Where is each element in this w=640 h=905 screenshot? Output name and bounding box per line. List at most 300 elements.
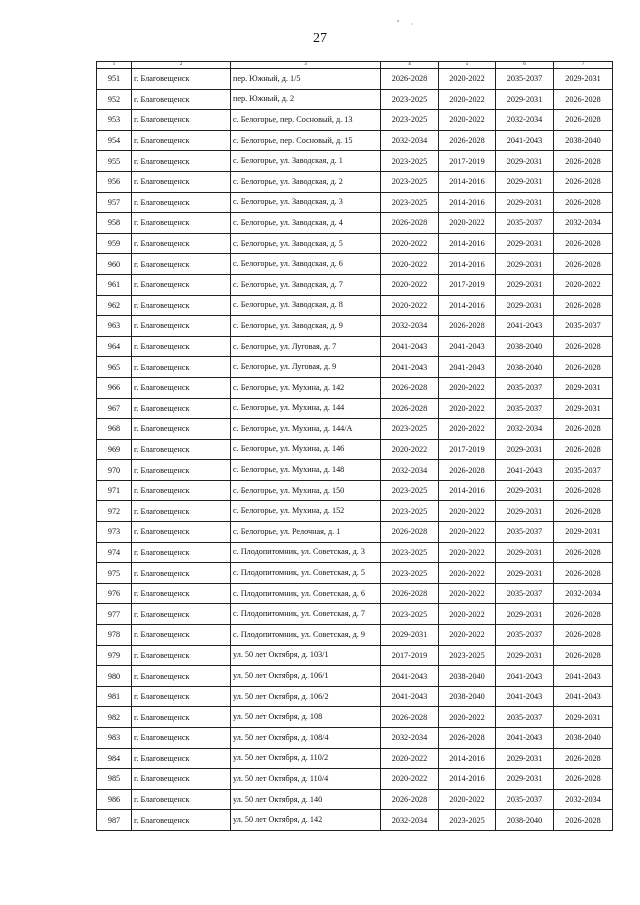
period-col-5: 2017-2019 bbox=[439, 439, 496, 460]
period-col-7: 2026-2028 bbox=[554, 419, 613, 440]
period-col-4: 2041-2043 bbox=[381, 686, 439, 707]
row-number: 986 bbox=[97, 789, 132, 810]
period-col-5: 2014-2016 bbox=[439, 171, 496, 192]
period-col-5: 2020-2022 bbox=[439, 377, 496, 398]
table-row bbox=[97, 666, 613, 687]
period-col-7: 2032-2034 bbox=[554, 789, 613, 810]
city-name: г. Благовещенск bbox=[132, 130, 231, 151]
address: с. Белогорье, ул. Луговая, д. 7 bbox=[231, 336, 381, 357]
period-col-6: 2035-2037 bbox=[496, 69, 554, 90]
row-number: 970 bbox=[97, 460, 132, 481]
table-row bbox=[97, 233, 613, 254]
period-col-4: 2020-2022 bbox=[381, 439, 439, 460]
period-col-6: 2041-2043 bbox=[496, 666, 554, 687]
period-col-5: 2020-2022 bbox=[439, 398, 496, 419]
column-number-4: 4 bbox=[381, 62, 439, 69]
period-col-4: 2041-2043 bbox=[381, 666, 439, 687]
period-col-4: 2026-2028 bbox=[381, 398, 439, 419]
city-name: г. Благовещенск bbox=[132, 295, 231, 316]
period-col-6: 2029-2031 bbox=[496, 542, 554, 563]
address: с. Плодопитомник, ул. Советская, д. 5 bbox=[231, 563, 381, 584]
period-col-4: 2041-2043 bbox=[381, 336, 439, 357]
period-col-6: 2029-2031 bbox=[496, 233, 554, 254]
period-col-6: 2038-2040 bbox=[496, 357, 554, 378]
period-col-7: 2026-2028 bbox=[554, 336, 613, 357]
period-col-5: 2041-2043 bbox=[439, 336, 496, 357]
row-number: 957 bbox=[97, 192, 132, 213]
table-row bbox=[97, 110, 613, 131]
period-col-4: 2020-2022 bbox=[381, 233, 439, 254]
table-row bbox=[97, 336, 613, 357]
period-col-5: 2014-2016 bbox=[439, 769, 496, 790]
period-col-6: 2041-2043 bbox=[496, 728, 554, 749]
period-col-7: 2032-2034 bbox=[554, 213, 613, 234]
table-row bbox=[97, 769, 613, 790]
table-row bbox=[97, 377, 613, 398]
period-col-6: 2029-2031 bbox=[496, 254, 554, 275]
address: с. Плодопитомник, ул. Советская, д. 6 bbox=[231, 583, 381, 604]
address: пер. Южный, д. 1/5 bbox=[231, 69, 381, 90]
period-col-4: 2032-2034 bbox=[381, 316, 439, 337]
address: ул. 50 лет Октября, д. 110/4 bbox=[231, 769, 381, 790]
table-row bbox=[97, 398, 613, 419]
period-col-6: 2041-2043 bbox=[496, 686, 554, 707]
period-col-7: 2026-2028 bbox=[554, 542, 613, 563]
table-row bbox=[97, 192, 613, 213]
table-row bbox=[97, 419, 613, 440]
row-number: 987 bbox=[97, 810, 132, 831]
period-col-6: 2029-2031 bbox=[496, 563, 554, 584]
row-number: 959 bbox=[97, 233, 132, 254]
column-number-6: 6 bbox=[496, 62, 554, 69]
address: с. Белогорье, пер. Сосновый, д. 15 bbox=[231, 130, 381, 151]
period-col-7: 2032-2034 bbox=[554, 583, 613, 604]
period-col-6: 2035-2037 bbox=[496, 583, 554, 604]
row-number: 973 bbox=[97, 522, 132, 543]
table-row bbox=[97, 460, 613, 481]
address: с. Белогорье, ул. Заводская, д. 1 bbox=[231, 151, 381, 172]
period-col-6: 2032-2034 bbox=[496, 110, 554, 131]
column-number-5: 5 bbox=[439, 62, 496, 69]
address: с. Белогорье, ул. Заводская, д. 7 bbox=[231, 274, 381, 295]
period-col-6: 2029-2031 bbox=[496, 501, 554, 522]
period-col-4: 2026-2028 bbox=[381, 583, 439, 604]
period-col-4: 2032-2034 bbox=[381, 810, 439, 831]
address: ул. 50 лет Октября, д. 140 bbox=[231, 789, 381, 810]
period-col-5: 2017-2019 bbox=[439, 274, 496, 295]
city-name: г. Благовещенск bbox=[132, 439, 231, 460]
city-name: г. Благовещенск bbox=[132, 810, 231, 831]
column-number-1: 1 bbox=[97, 62, 132, 69]
row-number: 962 bbox=[97, 295, 132, 316]
table-row bbox=[97, 213, 613, 234]
city-name: г. Благовещенск bbox=[132, 357, 231, 378]
address: ул. 50 лет Октября, д. 106/2 bbox=[231, 686, 381, 707]
period-col-6: 2029-2031 bbox=[496, 89, 554, 110]
address: с. Белогорье, ул. Мухина, д. 146 bbox=[231, 439, 381, 460]
table-row bbox=[97, 171, 613, 192]
city-name: г. Благовещенск bbox=[132, 151, 231, 172]
address: с. Плодопитомник, ул. Советская, д. 7 bbox=[231, 604, 381, 625]
period-col-6: 2035-2037 bbox=[496, 789, 554, 810]
city-name: г. Благовещенск bbox=[132, 110, 231, 131]
city-name: г. Благовещенск bbox=[132, 233, 231, 254]
city-name: г. Благовещенск bbox=[132, 789, 231, 810]
row-number: 972 bbox=[97, 501, 132, 522]
column-number-7: 7 bbox=[554, 62, 613, 69]
period-col-5: 2014-2016 bbox=[439, 233, 496, 254]
period-col-4: 2020-2022 bbox=[381, 769, 439, 790]
period-col-4: 2023-2025 bbox=[381, 563, 439, 584]
period-col-5: 2023-2025 bbox=[439, 810, 496, 831]
table-row bbox=[97, 274, 613, 295]
table-row bbox=[97, 316, 613, 337]
table-row bbox=[97, 604, 613, 625]
city-name: г. Благовещенск bbox=[132, 748, 231, 769]
row-number: 981 bbox=[97, 686, 132, 707]
housing-repair-schedule-table bbox=[96, 61, 613, 831]
address: с. Белогорье, ул. Заводская, д. 8 bbox=[231, 295, 381, 316]
row-number: 975 bbox=[97, 563, 132, 584]
address: с. Белогорье, ул. Мухина, д. 150 bbox=[231, 480, 381, 501]
period-col-4: 2020-2022 bbox=[381, 254, 439, 275]
period-col-5: 2020-2022 bbox=[439, 707, 496, 728]
period-col-7: 2026-2028 bbox=[554, 810, 613, 831]
period-col-4: 2026-2028 bbox=[381, 213, 439, 234]
row-number: 980 bbox=[97, 666, 132, 687]
row-number: 978 bbox=[97, 625, 132, 646]
period-col-7: 2026-2028 bbox=[554, 439, 613, 460]
city-name: г. Благовещенск bbox=[132, 522, 231, 543]
row-number: 966 bbox=[97, 377, 132, 398]
row-number: 951 bbox=[97, 69, 132, 90]
address: с. Белогорье, ул. Мухина, д. 144/А bbox=[231, 419, 381, 440]
period-col-6: 2035-2037 bbox=[496, 377, 554, 398]
period-col-6: 2029-2031 bbox=[496, 151, 554, 172]
period-col-6: 2029-2031 bbox=[496, 748, 554, 769]
row-number: 985 bbox=[97, 769, 132, 790]
period-col-7: 2026-2028 bbox=[554, 604, 613, 625]
table-header bbox=[97, 62, 613, 69]
address: пер. Южный, д. 2 bbox=[231, 89, 381, 110]
row-number: 952 bbox=[97, 89, 132, 110]
period-col-7: 2035-2037 bbox=[554, 460, 613, 481]
row-number: 954 bbox=[97, 130, 132, 151]
row-number: 965 bbox=[97, 357, 132, 378]
period-col-7: 2026-2028 bbox=[554, 89, 613, 110]
table-row bbox=[97, 130, 613, 151]
period-col-4: 2023-2025 bbox=[381, 192, 439, 213]
city-name: г. Благовещенск bbox=[132, 336, 231, 357]
period-col-5: 2014-2016 bbox=[439, 480, 496, 501]
period-col-4: 2032-2034 bbox=[381, 460, 439, 481]
city-name: г. Благовещенск bbox=[132, 501, 231, 522]
period-col-6: 2035-2037 bbox=[496, 522, 554, 543]
period-col-4: 2041-2043 bbox=[381, 357, 439, 378]
period-col-7: 2026-2028 bbox=[554, 480, 613, 501]
period-col-4: 2032-2034 bbox=[381, 130, 439, 151]
period-col-6: 2041-2043 bbox=[496, 130, 554, 151]
period-col-4: 2017-2019 bbox=[381, 645, 439, 666]
row-number: 956 bbox=[97, 171, 132, 192]
row-number: 983 bbox=[97, 728, 132, 749]
row-number: 961 bbox=[97, 274, 132, 295]
period-col-4: 2023-2025 bbox=[381, 604, 439, 625]
city-name: г. Благовещенск bbox=[132, 89, 231, 110]
period-col-7: 2026-2028 bbox=[554, 645, 613, 666]
period-col-5: 2014-2016 bbox=[439, 254, 496, 275]
period-col-5: 2026-2028 bbox=[439, 130, 496, 151]
period-col-4: 2026-2028 bbox=[381, 707, 439, 728]
city-name: г. Благовещенск bbox=[132, 542, 231, 563]
address: с. Белогорье, ул. Мухина, д. 148 bbox=[231, 460, 381, 481]
period-col-7: 2029-2031 bbox=[554, 377, 613, 398]
period-col-7: 2026-2028 bbox=[554, 501, 613, 522]
period-col-7: 2026-2028 bbox=[554, 151, 613, 172]
period-col-5: 2014-2016 bbox=[439, 192, 496, 213]
period-col-5: 2020-2022 bbox=[439, 89, 496, 110]
period-col-4: 2023-2025 bbox=[381, 501, 439, 522]
period-col-5: 2020-2022 bbox=[439, 542, 496, 563]
period-col-7: 2026-2028 bbox=[554, 295, 613, 316]
table-row bbox=[97, 583, 613, 604]
period-col-4: 2032-2034 bbox=[381, 728, 439, 749]
period-col-5: 2020-2022 bbox=[439, 501, 496, 522]
period-col-6: 2035-2037 bbox=[496, 213, 554, 234]
table-row bbox=[97, 357, 613, 378]
period-col-4: 2023-2025 bbox=[381, 110, 439, 131]
table-row bbox=[97, 295, 613, 316]
city-name: г. Благовещенск bbox=[132, 192, 231, 213]
period-col-6: 2029-2031 bbox=[496, 295, 554, 316]
address: с. Белогорье, ул. Заводская, д. 9 bbox=[231, 316, 381, 337]
period-col-5: 2026-2028 bbox=[439, 728, 496, 749]
period-col-7: 2026-2028 bbox=[554, 171, 613, 192]
period-col-5: 2026-2028 bbox=[439, 460, 496, 481]
city-name: г. Благовещенск bbox=[132, 563, 231, 584]
address: с. Белогорье, ул. Мухина, д. 142 bbox=[231, 377, 381, 398]
city-name: г. Благовещенск bbox=[132, 728, 231, 749]
address: ул. 50 лет Октября, д. 106/1 bbox=[231, 666, 381, 687]
period-col-4: 2023-2025 bbox=[381, 419, 439, 440]
city-name: г. Благовещенск bbox=[132, 707, 231, 728]
row-number: 969 bbox=[97, 439, 132, 460]
row-number: 984 bbox=[97, 748, 132, 769]
period-col-5: 2020-2022 bbox=[439, 110, 496, 131]
period-col-4: 2020-2022 bbox=[381, 274, 439, 295]
period-col-6: 2029-2031 bbox=[496, 171, 554, 192]
period-col-6: 2029-2031 bbox=[496, 274, 554, 295]
period-col-7: 2026-2028 bbox=[554, 357, 613, 378]
row-number: 953 bbox=[97, 110, 132, 131]
period-col-6: 2035-2037 bbox=[496, 398, 554, 419]
city-name: г. Благовещенск bbox=[132, 377, 231, 398]
period-col-6: 2038-2040 bbox=[496, 810, 554, 831]
period-col-5: 2020-2022 bbox=[439, 69, 496, 90]
table-row bbox=[97, 563, 613, 584]
address: ул. 50 лет Октября, д. 108 bbox=[231, 707, 381, 728]
period-col-4: 2023-2025 bbox=[381, 542, 439, 563]
period-col-4: 2020-2022 bbox=[381, 295, 439, 316]
period-col-7: 2026-2028 bbox=[554, 233, 613, 254]
period-col-6: 2029-2031 bbox=[496, 645, 554, 666]
table-row bbox=[97, 69, 613, 90]
address: с. Белогорье, ул. Заводская, д. 4 bbox=[231, 213, 381, 234]
city-name: г. Благовещенск bbox=[132, 398, 231, 419]
period-col-7: 2035-2037 bbox=[554, 316, 613, 337]
row-number: 976 bbox=[97, 583, 132, 604]
period-col-4: 2023-2025 bbox=[381, 89, 439, 110]
table-row bbox=[97, 686, 613, 707]
period-col-7: 2026-2028 bbox=[554, 254, 613, 275]
city-name: г. Благовещенск bbox=[132, 666, 231, 687]
period-col-5: 2041-2043 bbox=[439, 357, 496, 378]
city-name: г. Благовещенск bbox=[132, 460, 231, 481]
table-row bbox=[97, 810, 613, 831]
city-name: г. Благовещенск bbox=[132, 769, 231, 790]
period-col-4: 2026-2028 bbox=[381, 789, 439, 810]
period-col-7: 2041-2043 bbox=[554, 686, 613, 707]
address: с. Белогорье, ул. Заводская, д. 5 bbox=[231, 233, 381, 254]
row-number: 964 bbox=[97, 336, 132, 357]
address: с. Белогорье, ул. Мухина, д. 152 bbox=[231, 501, 381, 522]
period-col-7: 2038-2040 bbox=[554, 130, 613, 151]
period-col-4: 2023-2025 bbox=[381, 171, 439, 192]
period-col-6: 2029-2031 bbox=[496, 769, 554, 790]
table-row bbox=[97, 501, 613, 522]
address: с. Белогорье, пер. Сосновый, д. 13 bbox=[231, 110, 381, 131]
table-row bbox=[97, 789, 613, 810]
period-col-7: 2029-2031 bbox=[554, 707, 613, 728]
period-col-5: 2020-2022 bbox=[439, 213, 496, 234]
row-number: 963 bbox=[97, 316, 132, 337]
address: с. Плодопитомник, ул. Советская, д. 9 bbox=[231, 625, 381, 646]
table-row bbox=[97, 439, 613, 460]
table-row bbox=[97, 542, 613, 563]
city-name: г. Благовещенск bbox=[132, 274, 231, 295]
table-row bbox=[97, 151, 613, 172]
period-col-7: 2029-2031 bbox=[554, 522, 613, 543]
period-col-7: 2026-2028 bbox=[554, 192, 613, 213]
row-number: 968 bbox=[97, 419, 132, 440]
period-col-7: 2038-2040 bbox=[554, 728, 613, 749]
period-col-5: 2020-2022 bbox=[439, 563, 496, 584]
period-col-4: 2023-2025 bbox=[381, 151, 439, 172]
period-col-4: 2023-2025 bbox=[381, 480, 439, 501]
table-row bbox=[97, 728, 613, 749]
row-number: 974 bbox=[97, 542, 132, 563]
table-body bbox=[97, 69, 613, 831]
table-row bbox=[97, 254, 613, 275]
column-number-row bbox=[97, 62, 613, 69]
period-col-6: 2038-2040 bbox=[496, 336, 554, 357]
period-col-4: 2020-2022 bbox=[381, 748, 439, 769]
period-col-6: 2029-2031 bbox=[496, 480, 554, 501]
period-col-6: 2041-2043 bbox=[496, 316, 554, 337]
city-name: г. Благовещенск bbox=[132, 69, 231, 90]
period-col-4: 2026-2028 bbox=[381, 522, 439, 543]
period-col-6: 2041-2043 bbox=[496, 460, 554, 481]
period-col-5: 2038-2040 bbox=[439, 666, 496, 687]
period-col-5: 2020-2022 bbox=[439, 604, 496, 625]
address: ул. 50 лет Октября, д. 110/2 bbox=[231, 748, 381, 769]
period-col-5: 2038-2040 bbox=[439, 686, 496, 707]
period-col-4: 2029-2031 bbox=[381, 625, 439, 646]
column-number-2: 2 bbox=[132, 62, 231, 69]
period-col-7: 2029-2031 bbox=[554, 69, 613, 90]
address: с. Белогорье, ул. Релочная, д. 1 bbox=[231, 522, 381, 543]
row-number: 977 bbox=[97, 604, 132, 625]
period-col-5: 2017-2019 bbox=[439, 151, 496, 172]
period-col-5: 2026-2028 bbox=[439, 316, 496, 337]
period-col-7: 2026-2028 bbox=[554, 769, 613, 790]
period-col-5: 2020-2022 bbox=[439, 583, 496, 604]
city-name: г. Благовещенск bbox=[132, 625, 231, 646]
period-col-7: 2026-2028 bbox=[554, 625, 613, 646]
address: с. Белогорье, ул. Заводская, д. 2 bbox=[231, 171, 381, 192]
period-col-7: 2026-2028 bbox=[554, 110, 613, 131]
table-row bbox=[97, 645, 613, 666]
city-name: г. Благовещенск bbox=[132, 171, 231, 192]
scan-specks bbox=[0, 0, 640, 60]
row-number: 979 bbox=[97, 645, 132, 666]
period-col-6: 2029-2031 bbox=[496, 192, 554, 213]
row-number: 967 bbox=[97, 398, 132, 419]
city-name: г. Благовещенск bbox=[132, 419, 231, 440]
address: с. Плодопитомник, ул. Советская, д. 3 bbox=[231, 542, 381, 563]
table-row bbox=[97, 480, 613, 501]
address: с. Белогорье, ул. Луговая, д. 9 bbox=[231, 357, 381, 378]
period-col-5: 2020-2022 bbox=[439, 625, 496, 646]
city-name: г. Благовещенск bbox=[132, 583, 231, 604]
table-row bbox=[97, 625, 613, 646]
city-name: г. Благовещенск bbox=[132, 213, 231, 234]
period-col-7: 2020-2022 bbox=[554, 274, 613, 295]
period-col-4: 2026-2028 bbox=[381, 69, 439, 90]
period-col-7: 2026-2028 bbox=[554, 563, 613, 584]
city-name: г. Благовещенск bbox=[132, 316, 231, 337]
row-number: 971 bbox=[97, 480, 132, 501]
address: с. Белогорье, ул. Мухина, д. 144 bbox=[231, 398, 381, 419]
period-col-6: 2035-2037 bbox=[496, 707, 554, 728]
row-number: 982 bbox=[97, 707, 132, 728]
address: ул. 50 лет Октября, д. 142 bbox=[231, 810, 381, 831]
period-col-5: 2023-2025 bbox=[439, 645, 496, 666]
period-col-6: 2032-2034 bbox=[496, 419, 554, 440]
city-name: г. Благовещенск bbox=[132, 645, 231, 666]
table-row bbox=[97, 522, 613, 543]
period-col-5: 2020-2022 bbox=[439, 789, 496, 810]
address: ул. 50 лет Октября, д. 103/1 bbox=[231, 645, 381, 666]
period-col-5: 2020-2022 bbox=[439, 419, 496, 440]
city-name: г. Благовещенск bbox=[132, 604, 231, 625]
row-number: 958 bbox=[97, 213, 132, 234]
column-number-3: 3 bbox=[231, 62, 381, 69]
page-number: 27 bbox=[313, 31, 327, 46]
period-col-5: 2020-2022 bbox=[439, 522, 496, 543]
period-col-7: 2029-2031 bbox=[554, 398, 613, 419]
period-col-7: 2026-2028 bbox=[554, 748, 613, 769]
period-col-6: 2029-2031 bbox=[496, 604, 554, 625]
period-col-6: 2029-2031 bbox=[496, 439, 554, 460]
address: с. Белогорье, ул. Заводская, д. 3 bbox=[231, 192, 381, 213]
table-row bbox=[97, 707, 613, 728]
city-name: г. Благовещенск bbox=[132, 686, 231, 707]
period-col-7: 2041-2043 bbox=[554, 666, 613, 687]
row-number: 960 bbox=[97, 254, 132, 275]
table-row bbox=[97, 748, 613, 769]
period-col-4: 2026-2028 bbox=[381, 377, 439, 398]
